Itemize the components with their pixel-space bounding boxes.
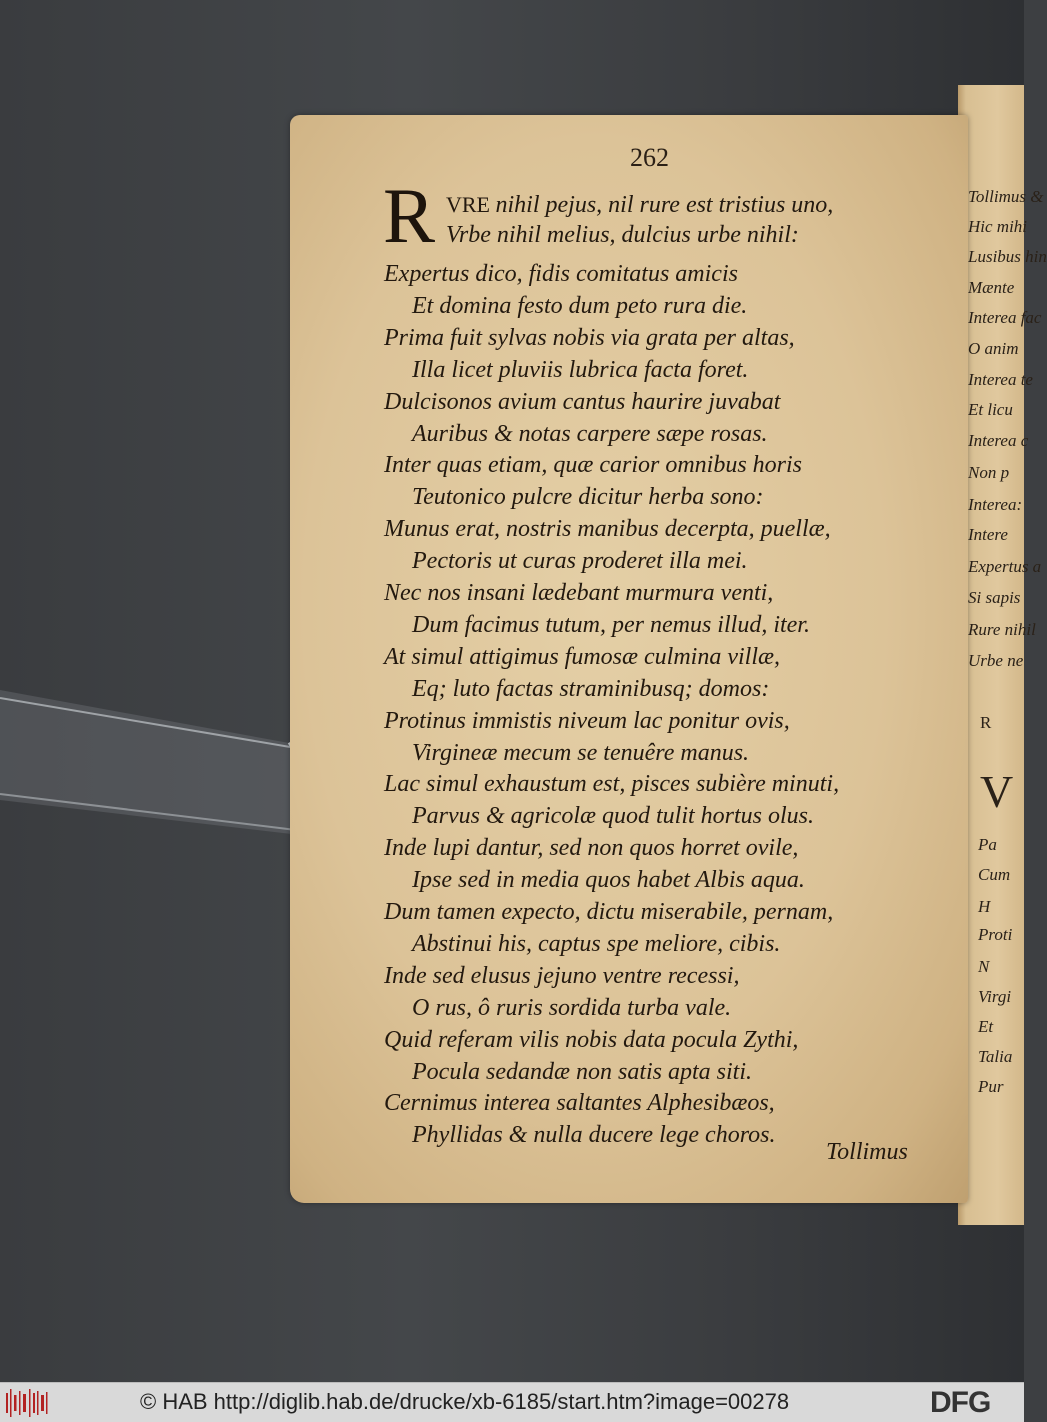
verse-line: Et domina festo dum peto rura die.: [412, 292, 748, 319]
verse-line: Prima fuit sylvas nobis via grata per altas,: [384, 324, 795, 351]
verse-line: Inter quas etiam, quæ carior omnibus horis: [384, 452, 803, 479]
adjacent-page-fragment: Cum: [978, 865, 1011, 884]
glass-clamp: [0, 690, 320, 840]
drop-capital: R: [383, 172, 436, 259]
adjacent-page-fragment: Hic mihi: [968, 217, 1028, 236]
verse-line: O rus, ô ruris sordida turba vale.: [412, 994, 732, 1021]
verse-line: Illa licet pluviis lubrica facta foret.: [412, 356, 749, 383]
adjacent-page-fragment: Et: [978, 1017, 994, 1036]
verse-line: Cernimus interea saltantes Alphesibæos,: [384, 1090, 775, 1117]
copyright-url[interactable]: © HAB http://diglib.hab.de/drucke/xb-6185/start.htm?image=00278: [140, 1389, 790, 1414]
adjacent-page-fragment: Intere: [968, 525, 1008, 544]
footer-bar: [0, 1382, 1024, 1422]
dfg-logo: DFG: [930, 1386, 991, 1419]
first-line: [446, 192, 833, 219]
verse-line: Abstinui his, captus spe meliore, cibis.: [412, 930, 781, 957]
adjacent-page-fragment: Pur: [978, 1077, 1004, 1096]
adjacent-page-fragment: Talia: [978, 1047, 1013, 1066]
verse-line: Inde sed elusus jejuno ventre recessi,: [384, 962, 740, 989]
adjacent-page-fragment: Lusibus hin: [968, 247, 1047, 266]
adjacent-page-fragment: Et licu: [968, 400, 1013, 419]
verse-line: Teutonico pulcre dicitur herba sono:: [412, 484, 764, 511]
verse-line: Expertus dico, fidis comitatus amicis: [384, 261, 738, 287]
adjacent-page-fragment: H: [978, 897, 991, 916]
adjacent-page-fragment: Pa: [978, 835, 997, 854]
adjacent-page-fragment: Interea c: [968, 431, 1029, 450]
adjacent-page-fragment: R: [980, 713, 992, 732]
verse-line: Auribus & notas carpere sæpe rosas.: [412, 420, 768, 447]
verse-line: Vrbe nihil melius, dulcius urbe nihil:: [446, 222, 799, 248]
adjacent-page-fragment: Mænte: [968, 278, 1015, 297]
hab-barcode-icon: [6, 1389, 48, 1417]
verse-line: Ipse sed in media quos habet Albis aqua.: [412, 867, 805, 894]
verse-line: Dum facimus tutum, per nemus illud, iter.: [412, 611, 810, 638]
adjacent-page-fragment: Rure nihil: [968, 620, 1036, 639]
verse-line: Protinus immistis niveum lac ponitur ovis,: [384, 707, 790, 734]
verse-line: Munus erat, nostris manibus decerpta, puellæ,: [384, 516, 831, 543]
page-number: 262: [630, 143, 669, 172]
adjacent-page-fragment: O anim: [968, 339, 1019, 358]
verse-line: Quid referam vilis nobis data pocula Zythi,: [384, 1026, 799, 1053]
verse-line: Eq; luto factas straminibusq; domos:: [412, 675, 770, 702]
adjacent-page-fragment: Interea:: [968, 495, 1023, 514]
verse-line: Phyllidas & nulla ducere lege choros.: [412, 1122, 776, 1149]
verse-line: Lac simul exhaustum est, pisces subière minuti,: [384, 771, 840, 798]
adjacent-page-fragment: Si sapis: [968, 588, 1021, 607]
adjacent-page-fragment: Virgi: [978, 987, 1012, 1006]
verse-line: At simul attigimus fumosæ culmina villæ,: [384, 643, 781, 670]
catchword: Tollimus: [826, 1139, 908, 1165]
adjacent-page-fragment: Expertus a: [968, 557, 1042, 576]
verse-line: Dum tamen expecto, dictu miserabile, pernam,: [384, 899, 834, 925]
verse-line: Pocula sedandæ non satis apta siti.: [412, 1058, 753, 1085]
verse-line: Parvus & agricolæ quod tulit hortus olus.: [412, 803, 815, 830]
first-line-text: nihil pejus, nil rure est tristius uno,: [495, 192, 834, 218]
verse-line: Nec nos insani lædebant murmura venti,: [384, 580, 774, 606]
adjacent-page-fragment: N: [978, 957, 990, 976]
first-line-caps: VRE: [446, 192, 490, 217]
verse-line: Virgineæ mecum se tenuêre manus.: [412, 739, 750, 766]
adjacent-page-fragment: Interea fac: [968, 308, 1042, 327]
verse-line: Inde lupi dantur, sed non quos horret ovile,: [384, 835, 799, 862]
adjacent-page-fragment: Interea te: [968, 370, 1033, 389]
adjacent-page-fragment: V: [980, 766, 1014, 817]
adjacent-page-fragment: Proti: [978, 925, 1013, 944]
adjacent-page-fragment: Tollimus &: [968, 187, 1044, 206]
verse-line: Dulcisonos avium cantus haurire juvabat: [384, 388, 781, 415]
adjacent-page-fragment: Urbe ne: [968, 651, 1024, 670]
verse-line: Pectoris ut curas proderet illa mei.: [412, 548, 748, 575]
adjacent-page-fragment: Non p: [968, 463, 1010, 482]
